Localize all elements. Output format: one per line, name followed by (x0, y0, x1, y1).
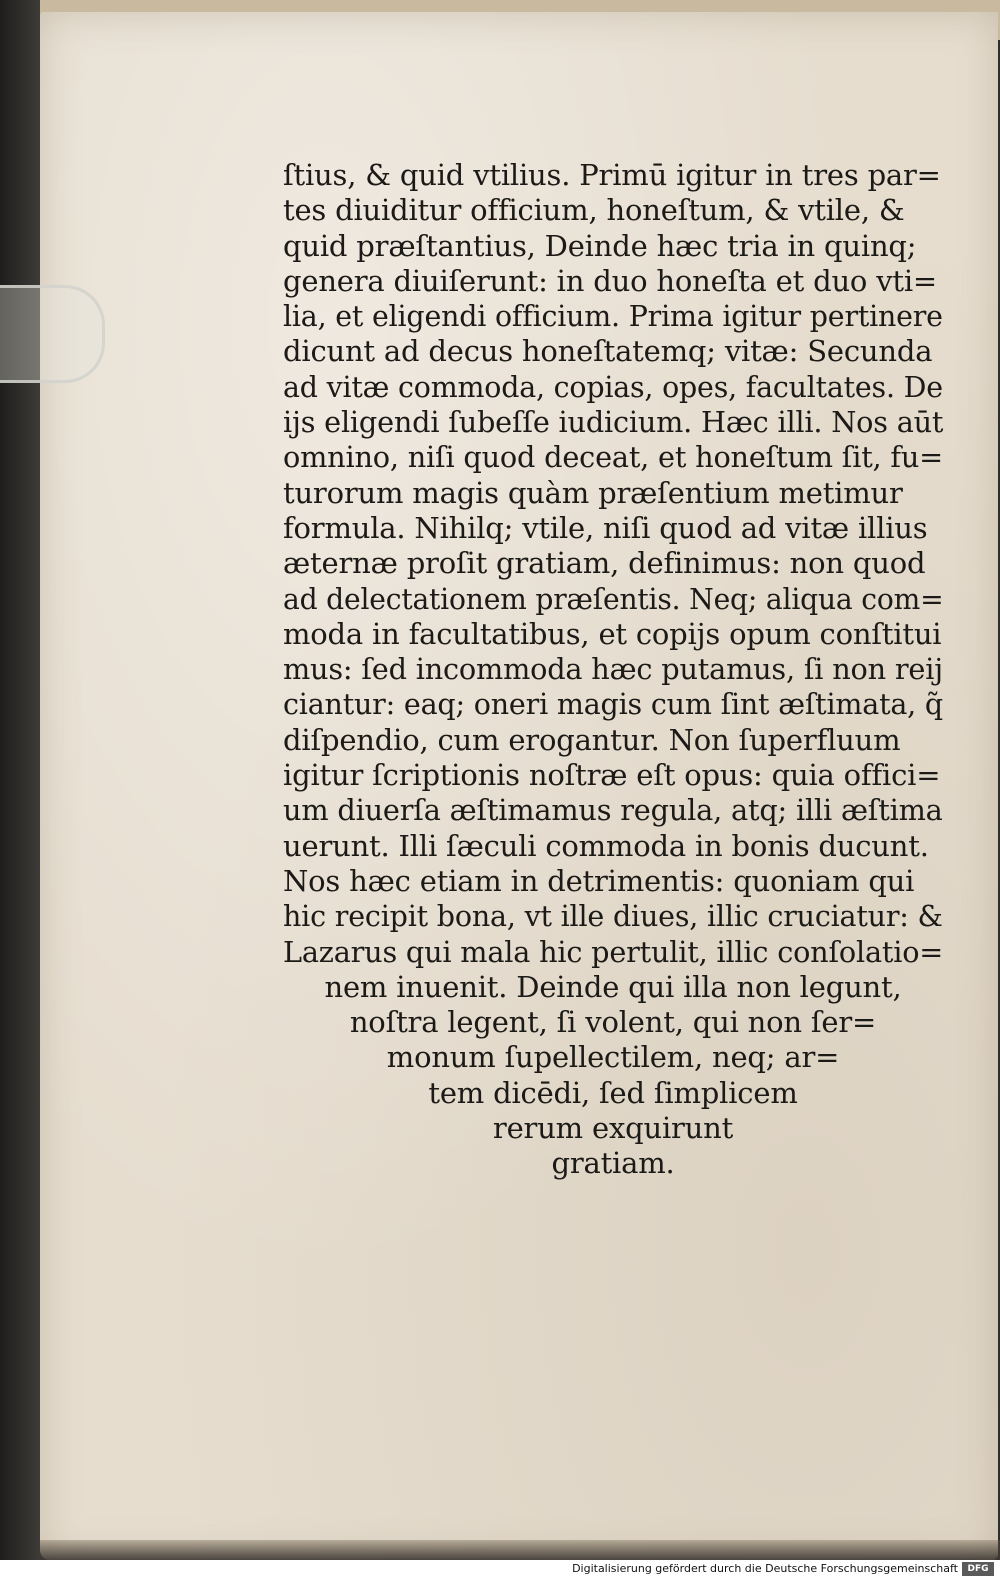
text-line: uerunt. Illi ſæculi commoda in bonis ducunt. (283, 828, 929, 863)
text-line: ad vitæ commoda, copias, opes, facultates. De (283, 369, 943, 404)
text-line: hic recipit bona, vt ille diues, illic cruciatur: & (283, 899, 943, 934)
text-line: Lazarus qui mala hic pertulit, illic conſolatio= (283, 934, 944, 969)
page-clip (0, 285, 105, 383)
text-line: omnino, niſi quod deceat, et honeſtum ſit, fu= (283, 440, 944, 475)
text-line: ad delectationem præſentis. Neq; aliqua com= (283, 581, 944, 616)
page-text-block (283, 158, 943, 1182)
text-line: moda in facultatibus, et copijs opum conſtitui (283, 616, 942, 651)
text-line: genera diuiſerunt: in duo honeſta et duo vti= (283, 263, 938, 298)
text-line: dicunt ad decus honeſtatemq; vitæ: Secunda (283, 334, 933, 369)
text-line: nem inuenit. Deinde qui illa non legunt, (324, 969, 902, 1004)
digitization-footer (0, 1560, 1000, 1579)
text-line: Nos hæc etiam in detrimentis: quoniam qui (283, 863, 915, 898)
text-line: ciantur: eaq; oneri magis cum ſint æſtimata, q̃ (283, 687, 943, 722)
text-line: ijs eligendi ſubeſſe iudicium. Hæc illi. Nos aūt (283, 405, 944, 440)
text-line: turorum magis quàm præſentium metimur (283, 475, 903, 510)
text-line: gratiam. (551, 1146, 675, 1181)
text-line: formula. Nihilq; vtile, niſi quod ad vitæ illius (283, 510, 928, 545)
footer-credit: Digitalisierung gefördert durch die Deutsche Forschungsgemeinschaft (572, 1562, 958, 1575)
text-line: um diuerſa æſtimamus regula, atq; illi æſtima (283, 793, 943, 828)
page-bottom-edge (40, 1540, 1000, 1560)
text-line: monum ſupellectilem, neq; ar= (386, 1040, 840, 1075)
text-line: quid præſtantius, Deinde hæc tria in quinq; (283, 228, 917, 263)
text-line: tem dicēdi, ſed ſimplicem (428, 1075, 798, 1110)
text-line: æternæ proſit gratiam, definimus: non quod (283, 546, 926, 581)
text-line: diſpendio, cum erogantur. Non ſuperfluum (283, 722, 901, 757)
text-line: lia, et eligendi officium. Prima igitur pertinere (283, 299, 943, 334)
text-line: ſtius, & quid vtilius. Primū igitur in tres par= (283, 158, 941, 192)
text-line: rerum exquirunt (492, 1111, 734, 1146)
text-line: tes diuiditur officium, honeſtum, & vtile, & (283, 193, 905, 228)
text-line: noſtra legent, ſi volent, qui non ſer= (349, 1005, 877, 1040)
text-line: mus: ſed incommoda hæc putamus, ſi non reij (283, 652, 943, 687)
text-line: igitur ſcriptionis noſtræ eſt opus: quia offici= (283, 758, 941, 793)
dfg-logo: DFG (962, 1562, 994, 1576)
